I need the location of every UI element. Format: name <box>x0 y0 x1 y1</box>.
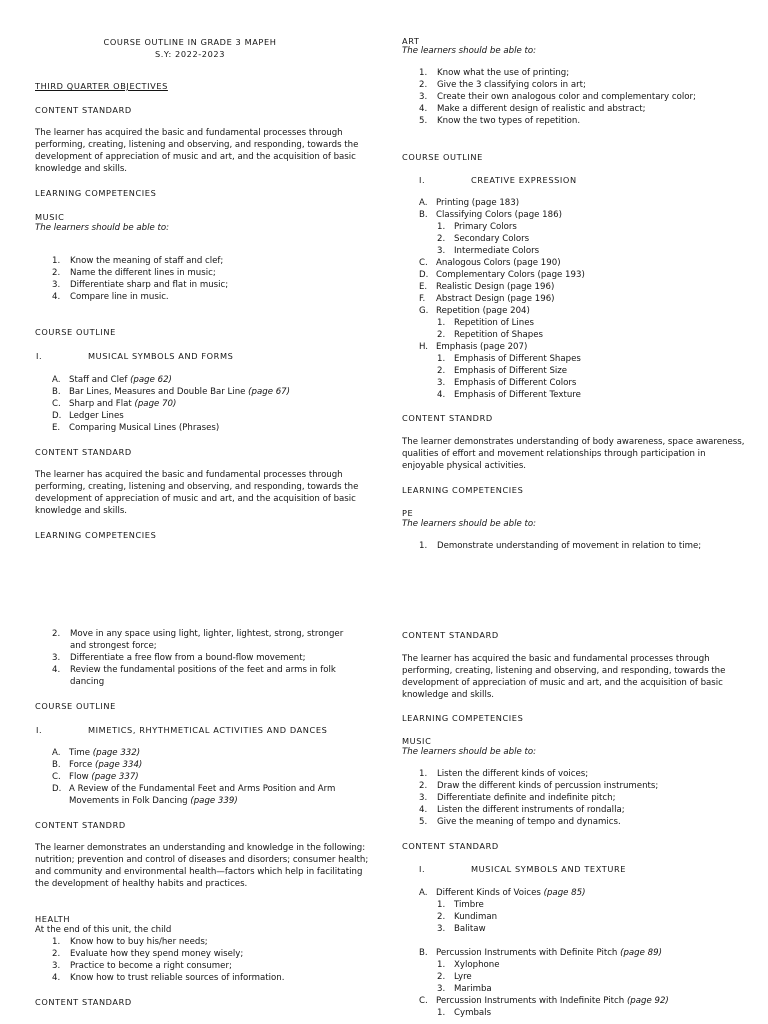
outline-item: B. Percussion Instruments with Definite Pitch (page 89) <box>419 948 662 958</box>
list-item: 4. Listen the different instruments of rondalla; <box>419 805 625 815</box>
outline-subitem: 1. Emphasis of Different Shapes <box>437 354 581 364</box>
list-item: 2. Evaluate how they spend money wisely; <box>52 949 244 959</box>
outline-item: E. Realistic Design (page 196) <box>419 282 555 292</box>
outline-subitem: 1. Xylophone <box>437 960 500 970</box>
music-heading: MUSIC <box>35 212 65 222</box>
list-item: 3. Differentiate a free flow from a bound-flow movement; <box>52 653 306 663</box>
outline-subitem: 2. Kundiman <box>437 912 498 922</box>
list-item-continuation: and strongest force; <box>70 641 157 651</box>
outline-subitem: 3. Emphasis of Different Colors <box>437 378 577 388</box>
list-item: 5. Know the two types of repetition. <box>419 116 581 126</box>
music-subheading: The learners should be able to: <box>35 223 169 233</box>
content-standard-text: The learner has acquired the basic and fundamental processes through performing, creating, listening and observing, and responding, towards the development of appreciation of music and art, and the acquisition of basic knowledge and skills. <box>402 654 726 700</box>
pe-heading: PE <box>402 508 414 518</box>
outline-item: C. Sharp and Flat (page 70) <box>52 399 177 409</box>
content-standard-heading: CONTENT STANDARD <box>402 630 499 640</box>
content-standard-text: The learner demonstrates understanding of body awareness, space awareness, qualities of effort and movement relationships through participation in enjoyable physical activities. <box>402 437 745 471</box>
list-item: 2. Name the different lines in music; <box>52 268 216 278</box>
learning-competencies-heading: LEARNING COMPETENCIES <box>402 713 524 723</box>
art-heading: ART <box>402 36 420 46</box>
outline-item-continuation: Movements in Folk Dancing (page 339) <box>69 796 238 806</box>
content-standard-heading: CONTENT STANDARD <box>35 447 132 457</box>
outline-subitem: 1. Repetition of Lines <box>437 318 534 328</box>
quarter-heading: THIRD QUARTER OBJECTIVES <box>35 81 168 91</box>
outline-subitem: 2. Emphasis of Different Size <box>437 366 568 376</box>
outline-item: A. Time (page 332) <box>52 748 141 758</box>
outline-subitem: 3. Balitaw <box>437 924 486 934</box>
learning-competencies-heading: LEARNING COMPETENCIES <box>35 188 157 198</box>
outline-subitem: 2. Lyre <box>437 972 472 982</box>
list-item: 2. Give the 3 classifying colors in art; <box>419 80 586 90</box>
outline-item: H. Emphasis (page 207) <box>419 342 528 352</box>
outline-item: D. Ledger Lines <box>52 411 124 421</box>
art-subheading: The learners should be able to: <box>402 46 536 56</box>
music-heading: MUSIC <box>402 736 432 746</box>
unit-heading: I. CREATIVE EXPRESSION <box>419 175 577 185</box>
outline-subitem: 2. Secondary Colors <box>437 234 530 244</box>
content-standard-text: The learner demonstrates an understanding and knowledge in the following: nutrition; prevention and control of diseases and disorders; consumer health; and community and environmental health—factors which help in facilitating the development of healthy habits and practices. <box>35 843 369 889</box>
outline-subitem: 4. Emphasis of Different Texture <box>437 390 581 400</box>
course-outline-heading: COURSE OUTLINE <box>402 152 483 162</box>
outline-item: A. Staff and Clef (page 62) <box>52 375 172 385</box>
list-item: 1. Know the meaning of staff and clef; <box>52 256 224 266</box>
unit-heading: I. MUSICAL SYMBOLS AND FORMS <box>36 351 234 361</box>
learning-competencies-heading: LEARNING COMPETENCIES <box>35 530 157 540</box>
document-title: COURSE OUTLINE IN GRADE 3 MAPEH <box>103 37 277 47</box>
outline-subitem: 2. Repetition of Shapes <box>437 330 543 340</box>
outline-item: F. Abstract Design (page 196) <box>419 294 555 304</box>
list-item: 1. Know how to buy his/her needs; <box>52 937 208 947</box>
outline-item: G. Repetition (page 204) <box>419 306 530 316</box>
content-standard-heading: CONTENT STANDRD <box>35 820 126 830</box>
content-standard-heading: CONTENT STANDARD <box>35 997 132 1007</box>
content-standard-text: The learner has acquired the basic and fundamental processes through performing, creating, listening and observing, and responding, towards the development of appreciation of music and art, and the acquisition of basic knowledge and skills. <box>35 128 359 174</box>
list-item: 2. Move in any space using light, lighter, lightest, strong, stronger <box>52 629 344 639</box>
unit-heading: I. MIMETICS, RHYTHMETICAL ACTIVITIES AND DANCES <box>36 725 328 735</box>
outline-item: A. Printing (page 183) <box>419 198 520 208</box>
list-item: 1. Demonstrate understanding of movement in relation to time; <box>419 541 702 551</box>
list-item: 3. Differentiate definite and indefinite pitch; <box>419 793 616 803</box>
list-item: 5. Give the meaning of tempo and dynamics. <box>419 817 621 827</box>
outline-item: B. Bar Lines, Measures and Double Bar Line (page 67) <box>52 387 291 397</box>
outline-subitem: 3. Intermediate Colors <box>437 246 540 256</box>
course-outline-heading: COURSE OUTLINE <box>35 701 116 711</box>
outline-item: B. Force (page 334) <box>52 760 143 770</box>
list-item: 4. Make a different design of realistic and abstract; <box>419 104 646 114</box>
content-standard-heading: CONTENT STANDARD <box>35 105 132 115</box>
music-subheading: The learners should be able to: <box>402 747 536 757</box>
list-item-continuation: dancing <box>70 677 105 687</box>
list-item: 4. Compare line in music. <box>52 292 169 302</box>
content-standard-heading: CONTENT STANDRD <box>402 413 493 423</box>
list-item: 1. Listen the different kinds of voices; <box>419 769 589 779</box>
document-page-2 <box>0 612 768 1024</box>
health-heading: HEALTH <box>35 914 71 924</box>
outline-item: B. Classifying Colors (page 186) <box>419 210 562 220</box>
outline-item: E. Comparing Musical Lines (Phrases) <box>52 423 220 433</box>
list-item: 3. Practice to become a right consumer; <box>52 961 232 971</box>
unit-heading: I. MUSICAL SYMBOLS AND TEXTURE <box>419 864 627 874</box>
list-item: 3. Differentiate sharp and flat in music; <box>52 280 229 290</box>
course-outline-heading: COURSE OUTLINE <box>35 327 116 337</box>
content-standard-heading: CONTENT STANDARD <box>402 841 499 851</box>
outline-item: A. Different Kinds of Voices (page 85) <box>419 888 586 898</box>
outline-subitem: 3. Marimba <box>437 984 492 994</box>
list-item: 3. Create their own analogous color and complementary color; <box>419 92 696 102</box>
outline-item: C. Analogous Colors (page 190) <box>419 258 561 268</box>
outline-item: C. Percussion Instruments with Indefinite Pitch (page 92) <box>419 996 669 1006</box>
list-item: 1. Know what the use of printing; <box>419 68 570 78</box>
health-subheading: At the end of this unit, the child <box>35 925 172 935</box>
outline-subitem: 1. Primary Colors <box>437 222 517 232</box>
learning-competencies-heading: LEARNING COMPETENCIES <box>402 485 524 495</box>
list-item: 4. Review the fundamental positions of the feet and arms in folk <box>52 665 336 675</box>
school-year: S.Y: 2022-2023 <box>154 49 226 59</box>
outline-item: D. Complementary Colors (page 193) <box>419 270 585 280</box>
list-item: 2. Draw the different kinds of percussion instruments; <box>419 781 659 791</box>
content-standard-text: The learner has acquired the basic and fundamental processes through performing, creating, listening and observing, and responding, towards the development of appreciation of music and art, and the acquisition of basic knowledge and skills. <box>35 470 359 516</box>
outline-subitem: 1. Cymbals <box>437 1008 492 1018</box>
list-item: 4. Know how to trust reliable sources of information. <box>52 973 285 983</box>
outline-item: D. A Review of the Fundamental Feet and Arms Position and Arm <box>52 784 336 794</box>
outline-subitem: 1. Timbre <box>437 900 484 910</box>
outline-item: C. Flow (page 337) <box>52 772 139 782</box>
pe-subheading: The learners should be able to: <box>402 519 536 529</box>
